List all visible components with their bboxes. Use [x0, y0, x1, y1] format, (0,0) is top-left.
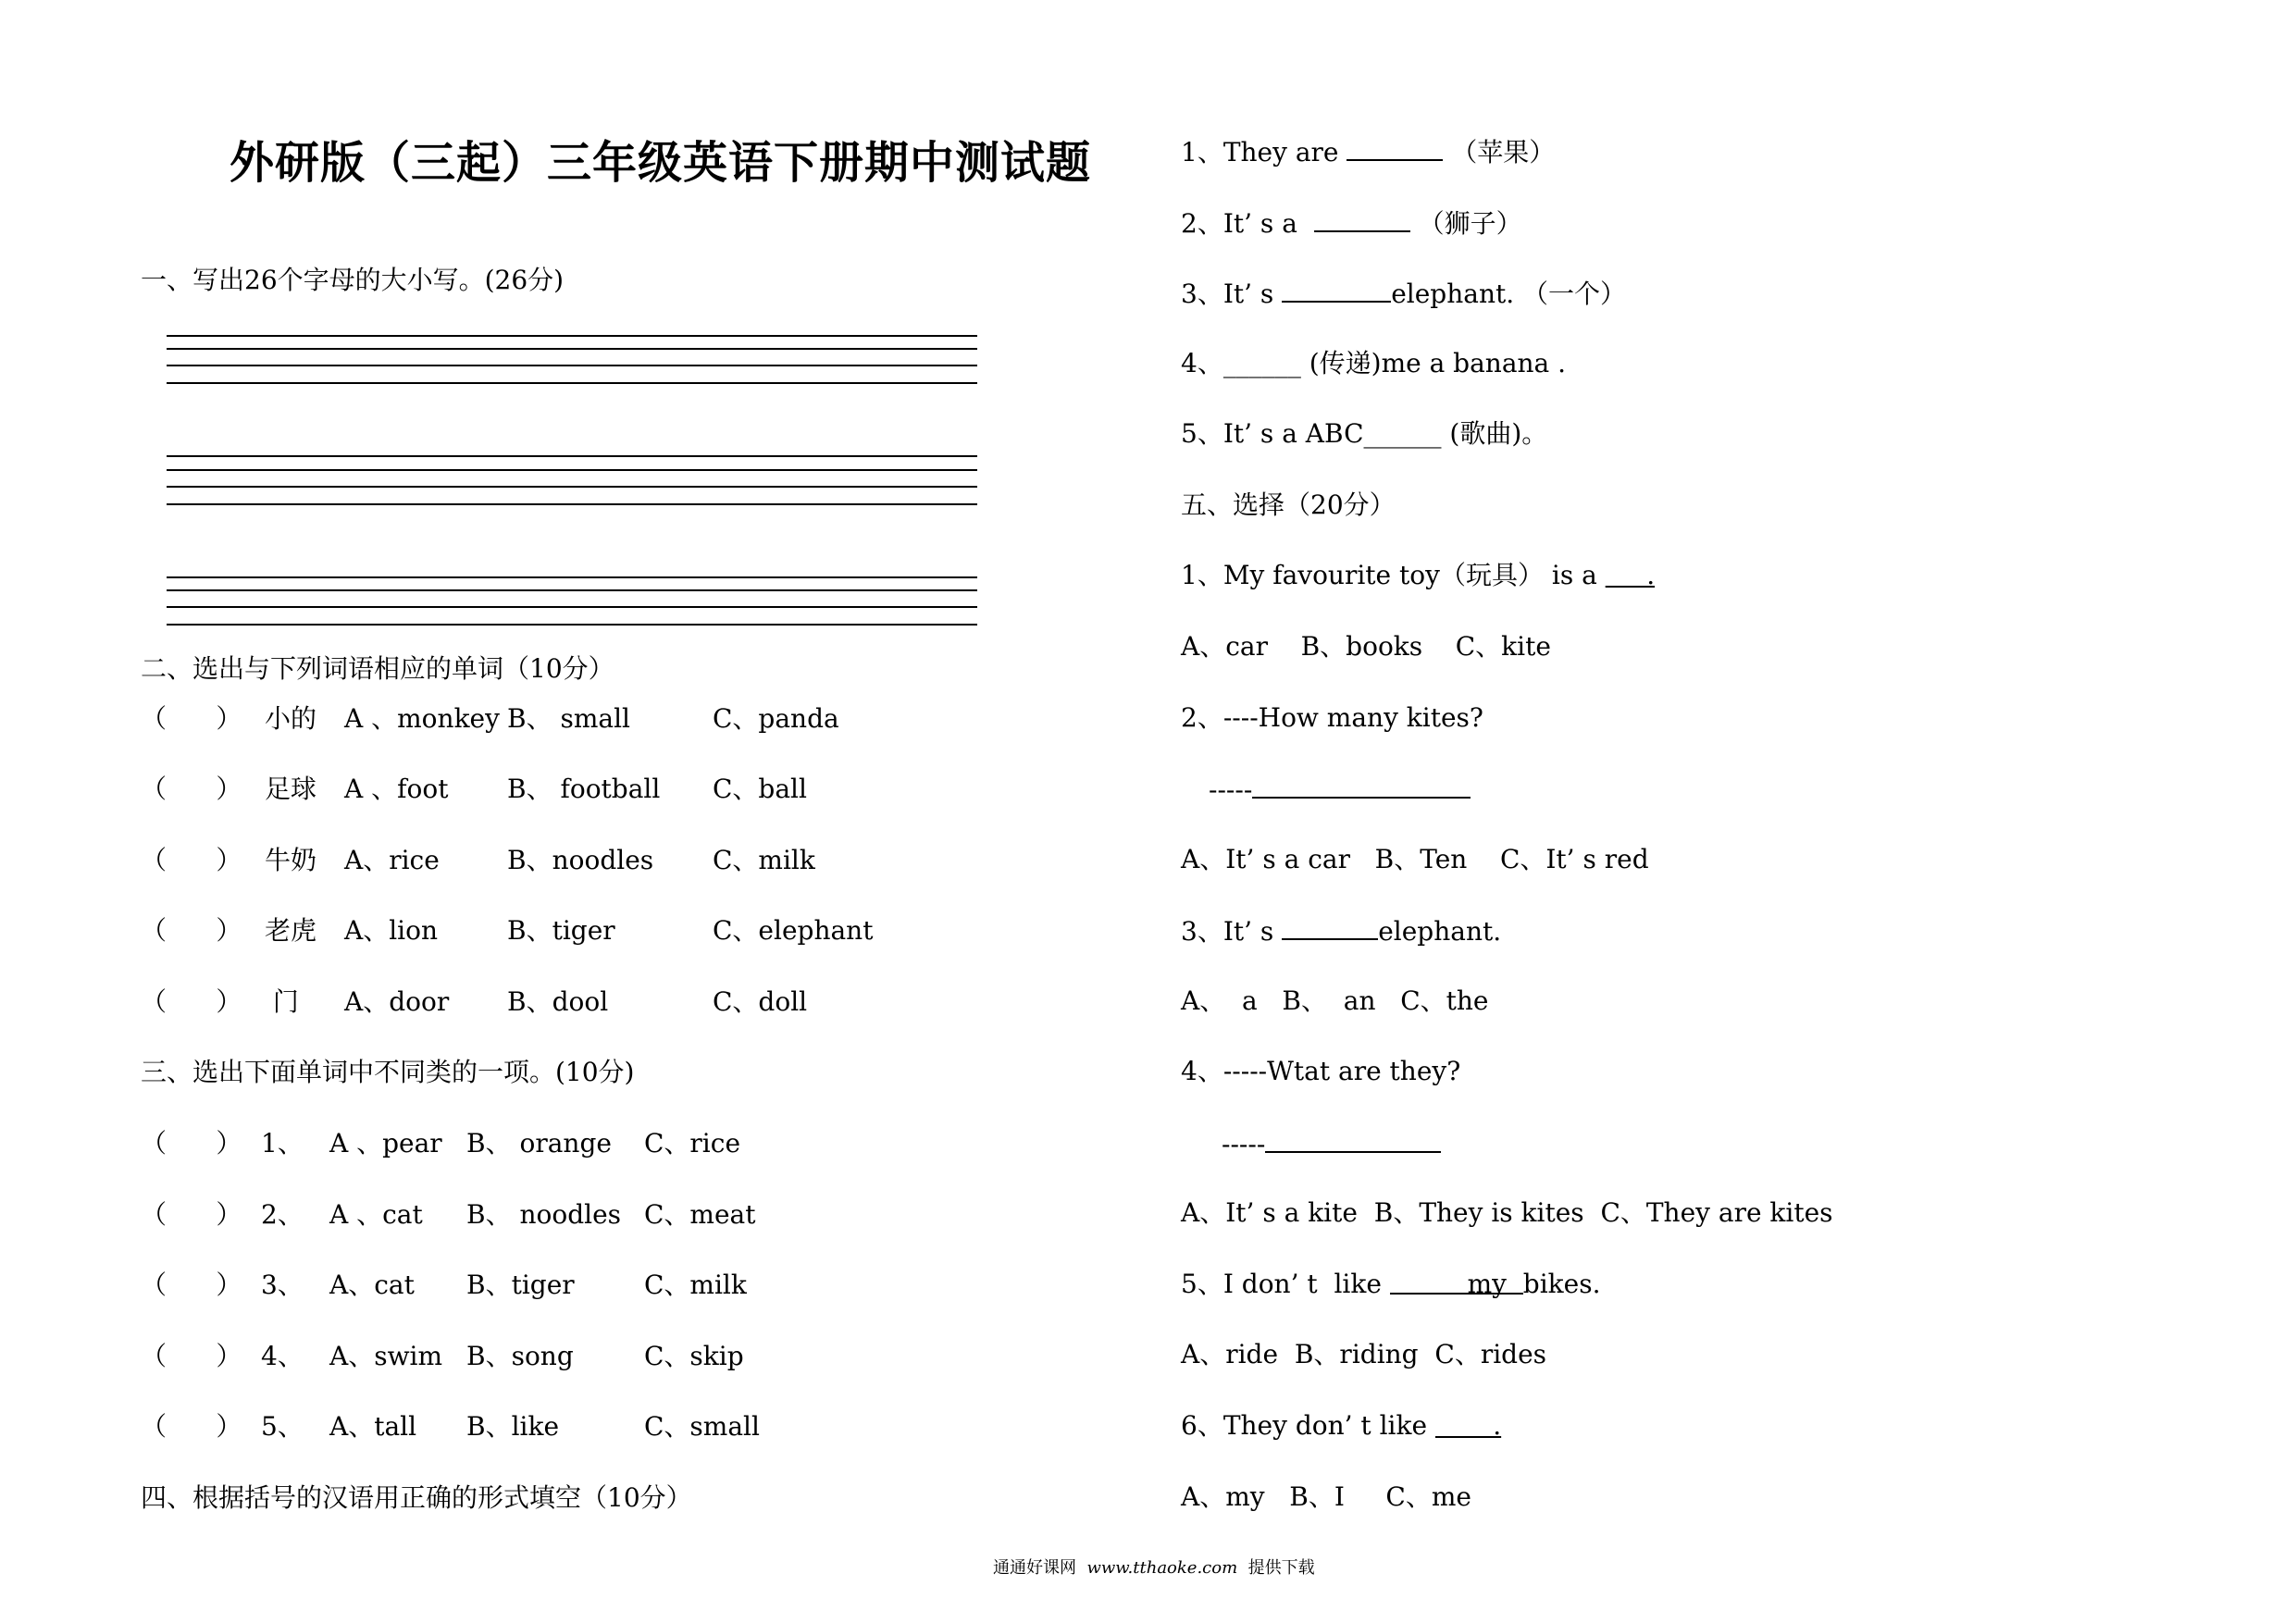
option-c: C、panda [713, 703, 839, 734]
footer-site-name: 通通好课网 [993, 1558, 1076, 1578]
option-b: B、 orange [466, 1128, 612, 1158]
question-number: 1、 [261, 1128, 304, 1158]
choice-question-6: 6、They don’ t like . [1181, 1410, 1502, 1441]
question-number: 3、 [261, 1270, 304, 1300]
choice-question-2: 2、----How many kites? [1181, 702, 1483, 733]
option-c: C、small [644, 1411, 760, 1442]
chinese-word: 足球 [265, 774, 317, 804]
answer-blank[interactable]: my [1390, 1269, 1523, 1295]
option-a: A、lion [344, 915, 439, 946]
option-c: C、meat [644, 1199, 756, 1230]
choice-question-4: 4、-----Wtat are they? [1181, 1056, 1461, 1086]
option-a: A 、cat [329, 1199, 423, 1230]
question-number: 4、 [261, 1341, 304, 1371]
choice-question-3: 3、It’ s elephant. [1181, 916, 1502, 947]
option-c: C、elephant [713, 915, 874, 946]
choice-options-1: A、car B、books C、kite [1181, 631, 1551, 662]
chinese-word: 小的 [265, 703, 317, 734]
answer-blank[interactable] [1347, 135, 1443, 161]
answer-blank[interactable] [1282, 914, 1378, 940]
answer-paren[interactable]: （ ） [141, 703, 242, 734]
option-b: B、dool [507, 986, 609, 1017]
option-a: A 、monkey [344, 703, 500, 734]
fill-question-2: 2、It’ s a （狮子） [1181, 208, 1522, 239]
option-a: A、cat [329, 1270, 415, 1300]
chinese-word: 牛奶 [265, 845, 317, 875]
option-a: A 、foot [344, 774, 449, 804]
answer-blank[interactable]: . [1605, 560, 1656, 590]
option-a: A、door [344, 986, 450, 1017]
page-title: 外研版（三起）三年级英语下册期中测试题 [230, 137, 1092, 189]
option-a: A、tall [329, 1411, 417, 1442]
choice-question-5: 5、I don’ t like my bikes. [1181, 1269, 1601, 1299]
section2-heading: 二、选出与下列词语相应的单词（10分） [141, 653, 614, 684]
choice-answer-2: ----- [1209, 773, 1471, 806]
footer [993, 1558, 1315, 1579]
choice-options-2: A、It’ s a car B、Ten C、It’ s red [1181, 844, 1649, 874]
question-number: 2、 [261, 1199, 304, 1230]
option-a: A 、pear [329, 1128, 442, 1158]
option-b: B、 noodles [466, 1199, 622, 1230]
fill-question-4[interactable]: 4、______ (传递)me a banana . [1181, 348, 1567, 378]
option-c: C、milk [713, 845, 815, 875]
answer-paren[interactable]: （ ） [141, 1411, 242, 1442]
choice-answer-4: ----- [1222, 1127, 1441, 1160]
fill-question-3: 3、It’ s elephant. （一个） [1181, 279, 1627, 309]
section1-heading: 一、写出26个字母的大小写。(26分) [141, 265, 565, 295]
answer-paren[interactable]: （ ） [141, 986, 242, 1017]
answer-paren[interactable]: （ ） [141, 774, 242, 804]
option-b: B、tiger [466, 1270, 575, 1300]
answer-paren[interactable]: （ ） [141, 845, 242, 875]
chinese-word: 门 [265, 986, 299, 1017]
answer-paren[interactable]: （ ） [141, 915, 242, 946]
answer-paren[interactable]: （ ） [141, 1199, 242, 1230]
answer-paren[interactable]: （ ） [141, 1270, 242, 1300]
chinese-word: 老虎 [265, 915, 317, 946]
option-c: C、ball [713, 774, 807, 804]
option-b: B、 football [507, 774, 661, 804]
answer-paren[interactable]: （ ） [141, 1128, 242, 1158]
choice-options-3: A、 a B、 an C、the [1181, 985, 1489, 1016]
option-b: B、song [466, 1341, 574, 1371]
option-c: C、milk [644, 1270, 747, 1300]
answer-blank[interactable]: . [1434, 1410, 1502, 1441]
option-b: B、like [466, 1411, 560, 1442]
answer-blank[interactable] [1282, 277, 1391, 303]
option-c: C、rice [644, 1128, 741, 1158]
question-number: 5、 [261, 1411, 304, 1442]
fill-question-5[interactable]: 5、It’ s a ABC______ (歌曲)。 [1181, 418, 1548, 449]
footer-download: 提供下载 [1247, 1558, 1315, 1578]
choice-options-6: A、my B、I C、me [1181, 1481, 1471, 1512]
answer-blank[interactable] [1265, 1127, 1441, 1153]
choice-question-1: 1、My favourite toy（玩具） is a . [1181, 560, 1656, 590]
section5-heading: 五、选择（20分） [1181, 489, 1396, 520]
answer-paren[interactable]: （ ） [141, 1341, 242, 1371]
option-c: C、doll [713, 986, 808, 1017]
fill-question-1: 1、They are （苹果） [1181, 137, 1556, 167]
option-b: B、noodles [507, 845, 654, 875]
option-b: B、tiger [507, 915, 615, 946]
choice-options-4: A、It’ s a kite B、They is kites C、They are kites [1181, 1197, 1833, 1228]
section3-heading: 三、选出下面单词中不同类的一项。(10分) [141, 1057, 635, 1087]
answer-blank[interactable] [1252, 773, 1471, 799]
option-b: B、 small [507, 703, 631, 734]
option-a: A、rice [344, 845, 440, 875]
answer-blank[interactable] [1314, 206, 1410, 232]
section4-heading: 四、根据括号的汉语用正确的形式填空（10分） [141, 1482, 692, 1513]
option-c: C、skip [644, 1341, 744, 1371]
footer-url[interactable]: www.tthaoke.com [1086, 1558, 1238, 1578]
option-a: A、swim [329, 1341, 443, 1371]
choice-options-5: A、ride B、riding C、rides [1181, 1339, 1547, 1369]
